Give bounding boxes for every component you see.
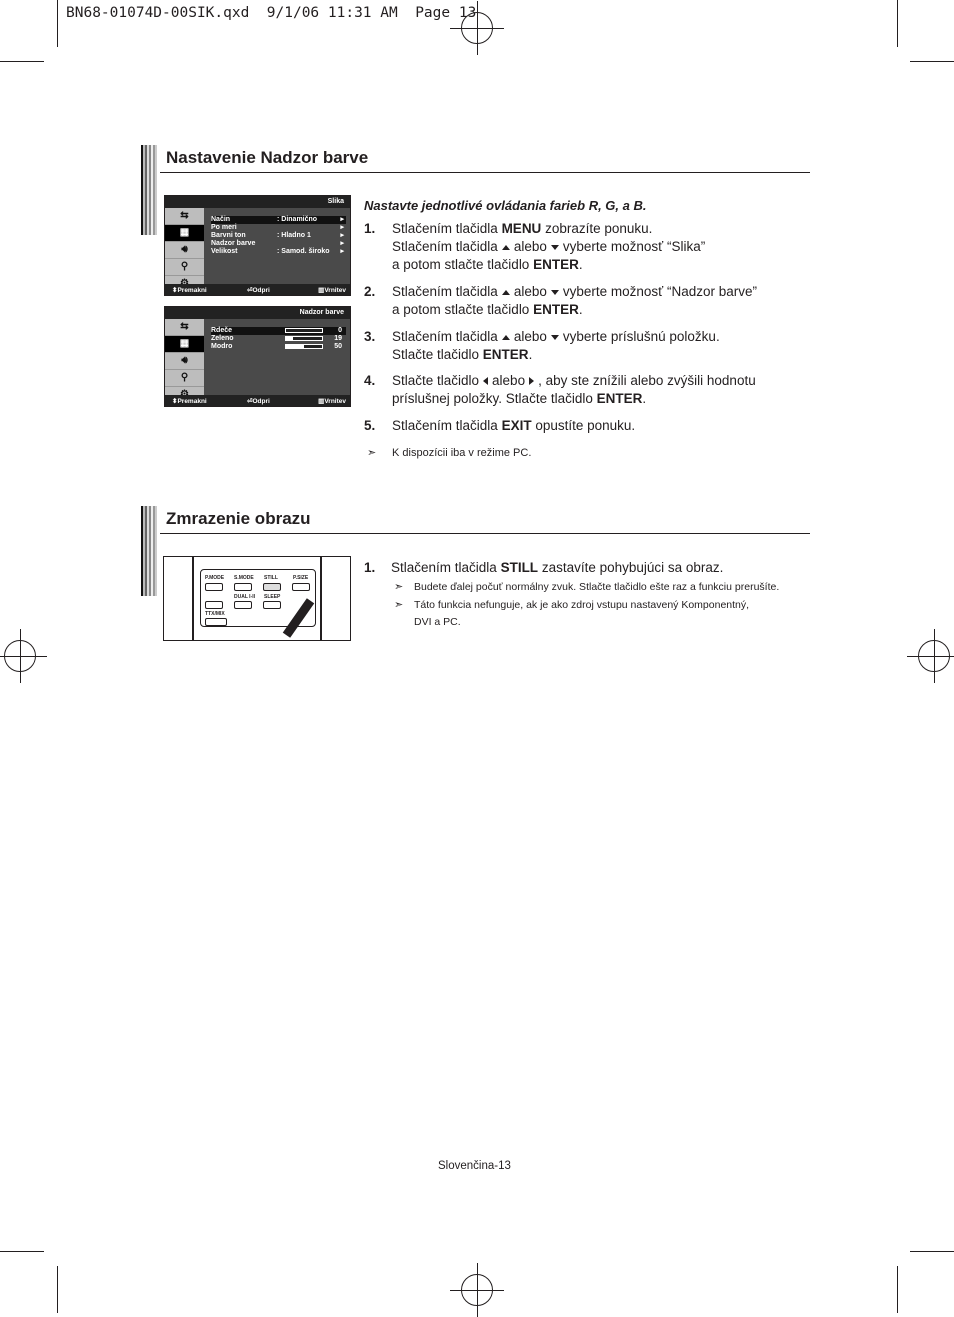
step-text: Stlačením tlačidla EXIT opustíte ponuku. [392, 418, 636, 433]
osd-icon-column [165, 208, 204, 284]
down-arrow-icon [551, 290, 559, 295]
osd-footer-move: ⬍Premakni [172, 287, 207, 294]
osd-color-row: Zeleno 19 [211, 335, 342, 342]
level-bar [285, 344, 323, 349]
step-text: Stlačením tlačidla STILL zastavíte pohybujúci sa obraz. [391, 560, 724, 575]
picture-icon: ▦ [165, 225, 204, 242]
crop-mark [0, 61, 44, 62]
crop-mark [57, 1266, 58, 1313]
remote-label: SLEEP [264, 594, 281, 600]
remote-label: TTX/MIX [205, 611, 225, 617]
osd-header: Slika [327, 198, 344, 205]
left-arrow-icon [483, 377, 488, 385]
ttx-mix-button [205, 618, 227, 626]
registration-mark [4, 640, 36, 672]
step-text: Stlačením tlačidla alebo vyberte príslušnú položku. [392, 329, 720, 344]
print-header: BN68-01074D-00SIK.qxd 9/1/06 11:31 AM Page 13 [66, 5, 477, 21]
picture-icon: ▦ [165, 336, 204, 353]
down-arrow-icon [551, 245, 559, 250]
up-arrow-icon [502, 335, 510, 340]
step-text: Stlačením tlačidla alebo vyberte možnosť “Nadzor barve” [392, 284, 757, 299]
osd-row: Po meri ▸ [211, 224, 344, 231]
page-footer: Slovenčina-13 [438, 1160, 511, 1172]
channel-icon: ⚲ [165, 370, 204, 387]
note-arrow-icon: ➣ [367, 447, 377, 459]
note-arrow-icon: ➣ [394, 581, 404, 593]
psize-button [292, 583, 310, 591]
input-icon: ⇆ [165, 319, 204, 336]
step-text: a potom stlačte tlačidlo ENTER. [392, 302, 583, 317]
note-text: DVI a PC. [414, 616, 461, 628]
osd-row: Način : Dinamično ▸ [211, 216, 344, 223]
section-bar [141, 506, 157, 596]
step-text: Stlačením tlačidla MENU zobrazíte ponuku. [392, 221, 653, 236]
section-title: Nastavenie Nadzor barve [166, 148, 369, 167]
note-text: Budete ďalej počuť normálny zvuk. Stlačte tlačidlo ešte raz a funkciu prerušíte. [414, 581, 780, 593]
step-number: 3. [364, 329, 376, 344]
sound-icon: 🔊︎ [165, 353, 204, 370]
pmode-button [205, 583, 223, 591]
osd-footer-return: ▥Vrnitev [318, 287, 346, 294]
still-button [263, 583, 281, 591]
up-arrow-icon [502, 290, 510, 295]
channel-icon: ⚲ [165, 259, 204, 276]
osd-footer-return: ▥Vrnitev [318, 398, 346, 405]
osd-color-row: Rdeče 0 [211, 327, 346, 335]
osd-color-row: Modro 50 [211, 343, 342, 350]
osd-row: Velikost : Samod. široko ▸ [211, 248, 344, 255]
osd-row: Nadzor barve ▸ [211, 240, 344, 247]
remote-label: P.SIZE [293, 575, 309, 581]
crop-mark [57, 0, 58, 47]
crop-mark [897, 0, 898, 47]
osd-header: Nadzor barve [299, 309, 344, 316]
osd-footer-move: ⬍Premakni [172, 398, 207, 405]
input-icon: ⇆ [165, 208, 204, 225]
crop-mark [910, 61, 954, 62]
smode-button [234, 583, 252, 591]
step-number: 1. [364, 560, 376, 575]
registration-mark [918, 640, 950, 672]
remote-button [205, 601, 223, 609]
step-number: 5. [364, 418, 376, 433]
step-text: Stlačte tlačidlo ENTER. [392, 347, 533, 362]
remote-label: DUAL I-II [234, 594, 256, 600]
osd-picture-menu [164, 195, 351, 296]
right-arrow-icon [529, 377, 534, 385]
section-rule [160, 172, 810, 173]
step-number: 4. [364, 373, 376, 388]
section-intro: Nastavte jednotlivé ovládania farieb R, G, a B. [364, 198, 647, 213]
level-bar [285, 328, 323, 333]
osd-row: Barvni ton : Hladno 1 ▸ [211, 232, 344, 239]
osd-color-control [164, 306, 351, 407]
sound-icon: 🔊︎ [165, 242, 204, 259]
section-rule [160, 533, 810, 534]
section-bar [141, 145, 157, 235]
osd-icon-column [165, 319, 204, 395]
step-number: 1. [364, 221, 376, 236]
note-text: Táto funkcia nefunguje, ak je ako zdroj vstupu nastavený Komponentný, [414, 599, 750, 611]
note-arrow-icon: ➣ [394, 599, 404, 611]
crop-mark [897, 1266, 898, 1313]
section-title: Zmrazenie obrazu [166, 509, 311, 528]
note-text: K dispozícii iba v režime PC. [392, 447, 532, 459]
step-text: Stlačte tlačidlo alebo , aby ste znížili alebo zvýšili hodnotu [392, 373, 756, 388]
step-text: a potom stlačte tlačidlo ENTER. [392, 257, 583, 272]
dual-button [234, 601, 252, 609]
remote-label: S.MODE [234, 575, 254, 581]
remote-body [192, 557, 322, 640]
up-arrow-icon [502, 245, 510, 250]
sleep-button [263, 601, 281, 609]
remote-label: P.MODE [205, 575, 225, 581]
remote-illustration [163, 556, 351, 641]
crop-mark [0, 1251, 44, 1252]
remote-label: STILL [264, 575, 278, 581]
crop-mark [910, 1251, 954, 1252]
step-text: Stlačením tlačidla alebo vyberte možnosť “Slika” [392, 239, 706, 254]
step-number: 2. [364, 284, 376, 299]
osd-footer-enter: ⏎Odpri [247, 287, 270, 294]
osd-footer-enter: ⏎Odpri [247, 398, 270, 405]
down-arrow-icon [551, 335, 559, 340]
step-text: príslušnej položky. Stlačte tlačidlo ENTER. [392, 391, 647, 406]
level-bar [285, 336, 323, 341]
registration-mark [461, 1274, 493, 1306]
